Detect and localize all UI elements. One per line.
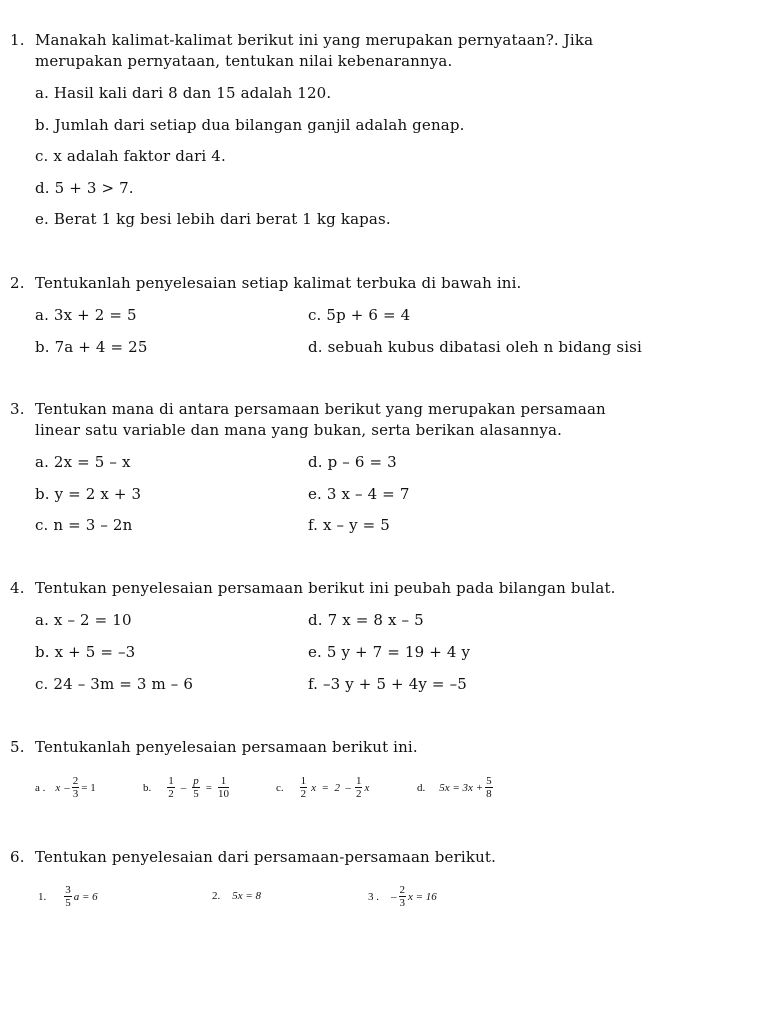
q5-equation-a bbox=[35, 775, 96, 800]
q6-number: 6. bbox=[10, 848, 25, 866]
q4-text: Tentukan penyelesaian persamaan berikut ini peubah pada bilangan bulat. bbox=[35, 579, 616, 597]
q5-d-denominator: 8 bbox=[486, 788, 492, 800]
q5-a-denominator: 3 bbox=[72, 788, 79, 800]
q5-equation-c bbox=[276, 775, 369, 800]
q5-b-fraction1 bbox=[167, 775, 175, 800]
q6-1-fraction bbox=[64, 884, 72, 909]
q4-item-f: f. –3 y + 5 + 4y = –5 bbox=[308, 675, 467, 693]
q5-a-minus: – bbox=[64, 781, 70, 794]
q5-c-label: c. bbox=[276, 781, 284, 794]
q2-item-b: b. 7a + 4 = 25 bbox=[35, 338, 148, 356]
q4-item-b: b. x + 5 = –3 bbox=[35, 643, 136, 661]
q2-item-a: a. 3x + 2 = 5 bbox=[35, 306, 137, 324]
q2-number: 2. bbox=[10, 274, 25, 292]
q5-b-minus: – bbox=[180, 781, 187, 794]
q1-text-line2: merupakan pernyataan, tentukan nilai kebenarannya. bbox=[35, 52, 453, 70]
q1-item-a: a. Hasil kali dari 8 dan 15 adalah 120. bbox=[35, 84, 332, 102]
q2-text: Tentukanlah penyelesaian setiap kalimat terbuka di bawah ini. bbox=[35, 274, 522, 292]
q5-c-mid: x = 2 – bbox=[311, 781, 351, 794]
q5-c-d1: 2 bbox=[300, 788, 307, 800]
q3-text-line1: Tentukan mana di antara persamaan berikut yang merupakan persamaan bbox=[35, 400, 606, 418]
q3-item-c: c. n = 3 – 2n bbox=[35, 516, 133, 534]
q5-b-eq: = bbox=[205, 781, 212, 794]
q1-item-e: e. Berat 1 kg besi lebih dari berat 1 kg kapas. bbox=[35, 210, 391, 228]
q4-item-e: e. 5 y + 7 = 19 + 4 y bbox=[308, 643, 471, 661]
q1-text-line1: Manakah kalimat-kalimat berikut ini yang merupakan pernyataan?. Jika bbox=[35, 31, 594, 49]
q6-3-rest: x = 16 bbox=[408, 890, 437, 903]
q2-item-d: d. sebuah kubus dibatasi oleh n bidang sisi bbox=[308, 338, 642, 356]
q3-item-d: d. p – 6 = 3 bbox=[308, 453, 397, 471]
q6-equation-2 bbox=[212, 890, 261, 902]
q6-3-label: 3 . bbox=[368, 890, 379, 903]
q2-item-c: c. 5p + 6 = 4 bbox=[308, 306, 411, 324]
q5-text: Tentukanlah penyelesaian persamaan berikut ini. bbox=[35, 738, 418, 756]
q5-c-n2: 1 bbox=[355, 775, 362, 787]
q5-a-label: a . bbox=[35, 781, 46, 794]
q6-1-rest: a = 6 bbox=[73, 890, 98, 903]
q5-b-n2: p bbox=[193, 775, 199, 787]
q5-a-fraction bbox=[72, 775, 80, 800]
q1-number: 1. bbox=[10, 31, 25, 49]
q5-c-fraction1 bbox=[300, 775, 308, 800]
q5-b-n3: 1 bbox=[218, 775, 229, 788]
q5-d-label: d. bbox=[417, 781, 426, 794]
q6-1-label: 1. bbox=[38, 890, 47, 903]
q6-1-numerator: 3 bbox=[65, 884, 71, 896]
q5-d-numerator: 5 bbox=[486, 775, 492, 787]
q6-2-eq: 5x = 8 bbox=[232, 890, 262, 902]
q5-c-d2: 2 bbox=[355, 788, 362, 800]
q6-3-minus: – bbox=[391, 890, 397, 903]
q1-item-c: c. x adalah faktor dari 4. bbox=[35, 147, 226, 165]
q5-b-fraction2 bbox=[192, 775, 200, 800]
q6-2-label: 2. bbox=[212, 890, 221, 902]
q4-number: 4. bbox=[10, 579, 25, 597]
q5-c-fraction2 bbox=[355, 775, 363, 800]
q3-item-b: b. y = 2 x + 3 bbox=[35, 485, 142, 503]
q6-3-fraction bbox=[399, 884, 407, 909]
q3-number: 3. bbox=[10, 400, 25, 418]
q5-b-n1: 1 bbox=[168, 775, 174, 787]
q3-text-line2: linear satu variable dan mana yang bukan, serta berikan alasannya. bbox=[35, 421, 563, 439]
q3-item-e: e. 3 x – 4 = 7 bbox=[308, 485, 410, 503]
q4-item-d: d. 7 x = 8 x – 5 bbox=[308, 611, 424, 629]
q5-c-n1: 1 bbox=[300, 775, 307, 787]
q6-1-denominator: 5 bbox=[65, 897, 71, 909]
q5-a-numerator: 2 bbox=[72, 775, 79, 787]
q5-b-d2: 5 bbox=[193, 788, 199, 800]
q5-b-fraction3 bbox=[218, 775, 229, 800]
q5-a-rhs: = 1 bbox=[81, 781, 96, 794]
q3-item-a: a. 2x = 5 – x bbox=[35, 453, 131, 471]
q6-equation-3 bbox=[368, 884, 437, 909]
q5-d-fraction bbox=[485, 775, 493, 800]
q4-item-c: c. 24 – 3m = 3 m – 6 bbox=[35, 675, 194, 693]
q4-item-a: a. x – 2 = 10 bbox=[35, 611, 132, 629]
q6-3-denominator: 3 bbox=[399, 897, 405, 909]
q6-text: Tentukan penyelesaian dari persamaan-persamaan berikut. bbox=[35, 848, 496, 866]
q5-equation-d bbox=[417, 775, 495, 800]
q5-equation-b bbox=[143, 775, 231, 800]
q5-a-var: x bbox=[55, 781, 61, 794]
q6-equation-1 bbox=[38, 884, 98, 909]
q5-b-d1: 2 bbox=[168, 788, 174, 800]
q3-item-f: f. x – y = 5 bbox=[308, 516, 390, 534]
q1-item-b: b. Jumlah dari setiap dua bilangan ganjil adalah genap. bbox=[35, 116, 465, 134]
q5-b-d3: 10 bbox=[217, 788, 229, 800]
q5-d-lhs: 5x = 3x + bbox=[439, 781, 484, 794]
q6-3-numerator: 2 bbox=[399, 884, 405, 896]
q5-c-end: x bbox=[364, 781, 370, 794]
q5-b-label: b. bbox=[143, 781, 152, 794]
q1-item-d: d. 5 + 3 > 7. bbox=[35, 179, 134, 197]
q5-number: 5. bbox=[10, 738, 25, 756]
